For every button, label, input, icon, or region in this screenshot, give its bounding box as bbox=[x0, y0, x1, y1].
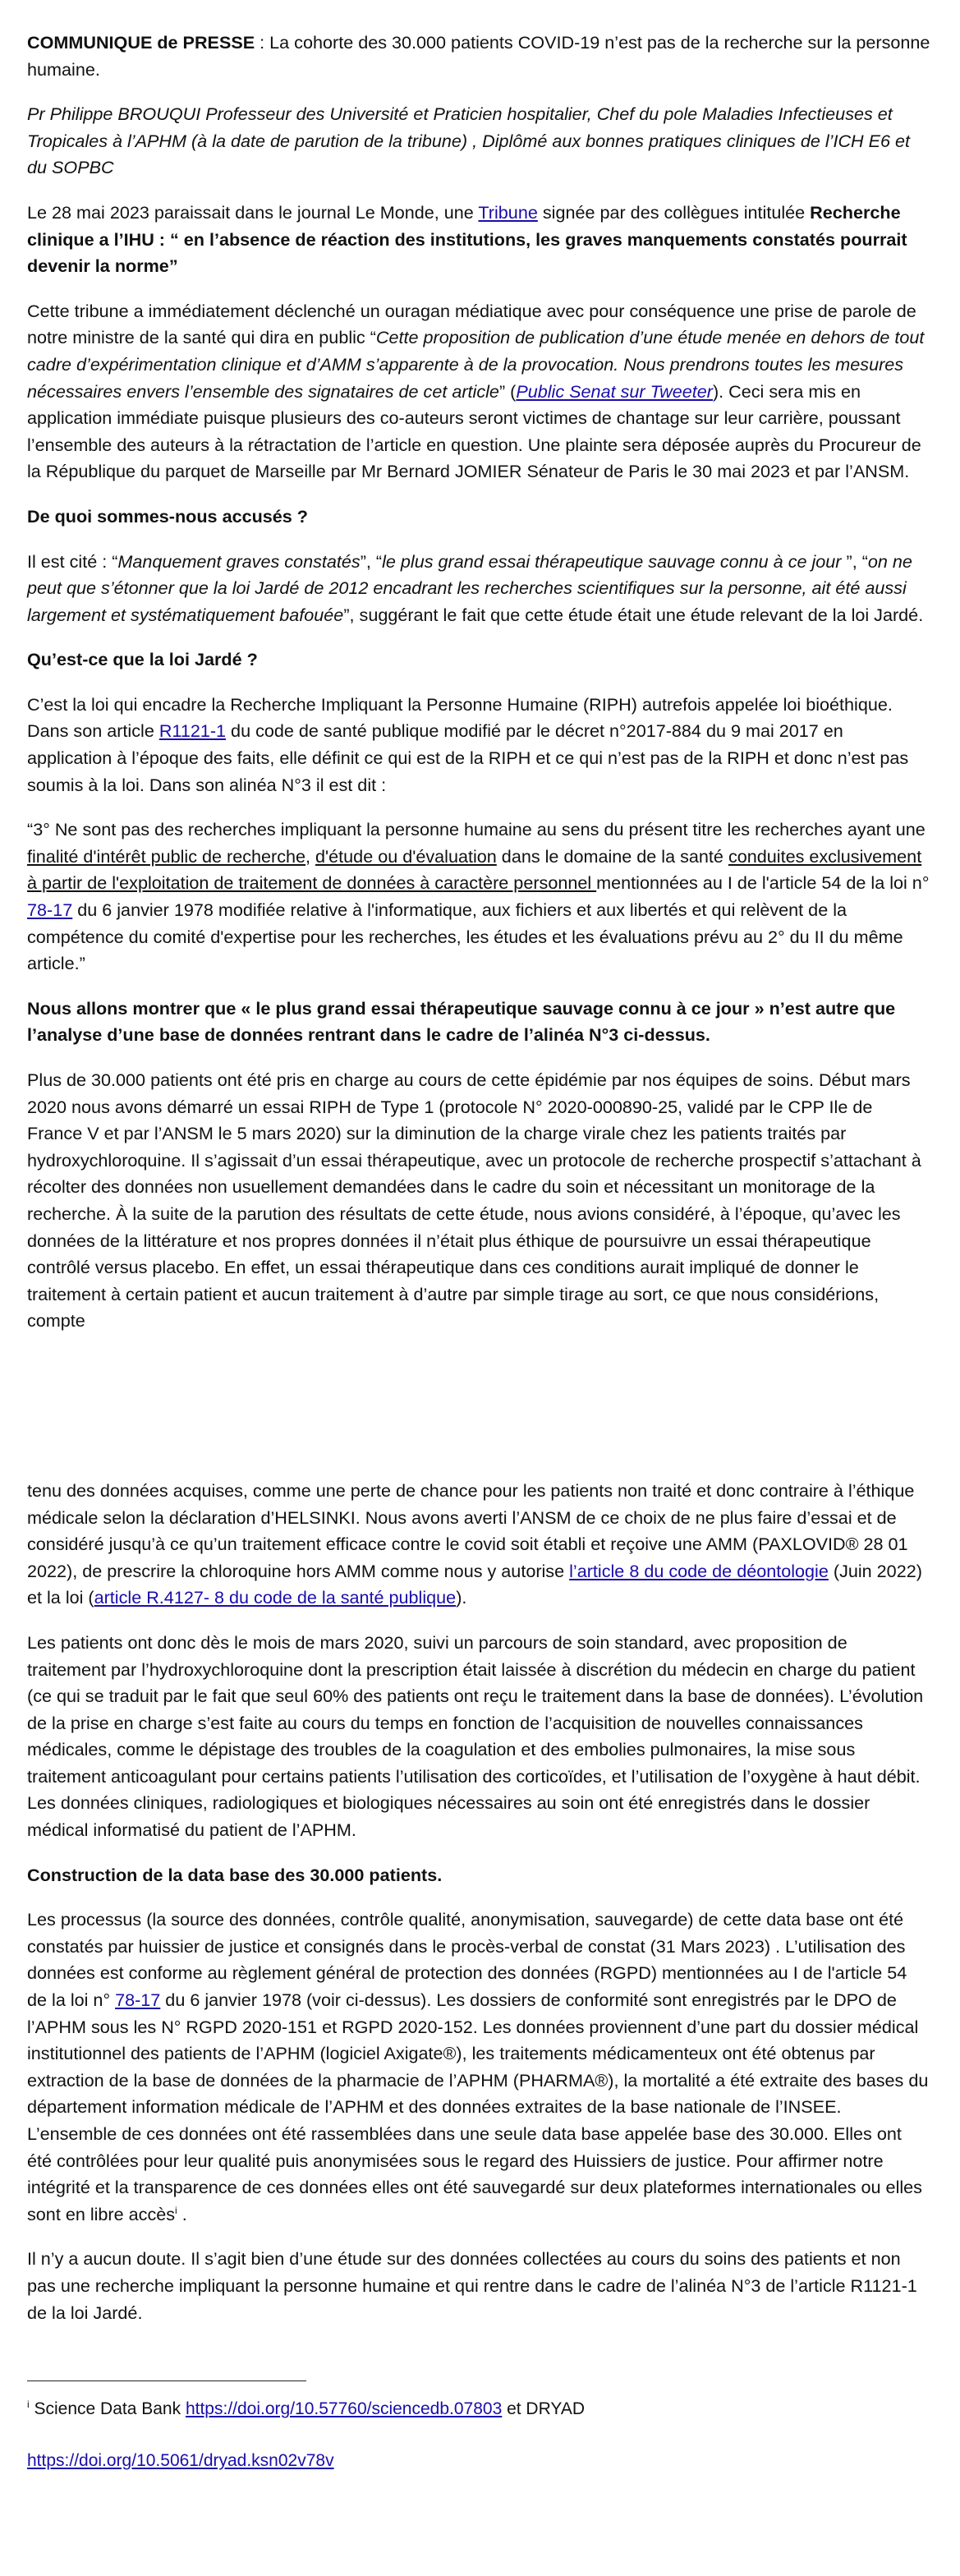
paragraph-media-storm bbox=[27, 298, 930, 485]
text: (Juin 2022) et la loi ( bbox=[27, 1560, 922, 1608]
text: C’est la loi qui encadre la Recherche Impliquant la Personne Humaine (RIPH) autrefois appelée loi bioéthique. Dans son article bbox=[27, 693, 893, 742]
paragraph-30000-patients: Plus de 30.000 patients ont été pris en charge au cours de cette épidémie par nos équipes de soins. Début mars 2020 nous avons démarré un essai RIPH de Type 1 (protocole N° 2020-000890-25, validé par le CPP Ile de France V et par l’ANSM le 5 mars 2020) sur la diminution de la charge virale chez les patients traités par hydroxychloroquine. Il s’agissait d’un essai thérapeutique, avec un protocole de recherche prospectif s’attachant à récolter des données non usuellement demandées dans le cadre du soin et nécessitant un monitorage de la recherche. À la suite de la parution des résultats de cette étude, nous avions considéré, à l’époque, qu’avec les données de la littérature et nos propres données il n’était plus éthique de poursuivre un essai thérapeutique contrôlé versus placebo. En effet, un essai thérapeutique dans ces conditions aurait impliqué de donner le traitement à certain patient et aucun traitement à d’autre par simple tirage au sort, ce que nous considérions, compte bbox=[27, 1070, 921, 1332]
quote: le plus grand essai thérapeutique sauvage connu à ce jour bbox=[382, 550, 842, 572]
footnote bbox=[27, 2396, 930, 2423]
text: “3° Ne sont pas des recherches impliquant la personne humaine au sens du présent titre les recherches ayant une bbox=[27, 819, 926, 840]
text: . bbox=[177, 2203, 187, 2224]
loi-78-17-link[interactable]: 78-17 bbox=[27, 899, 73, 921]
code-sante-publique-link[interactable]: article R.4127- 8 du code de la santé publique bbox=[94, 1587, 457, 1608]
footnote-number: i bbox=[27, 2399, 30, 2411]
heading-loi-jarde bbox=[27, 646, 930, 674]
text: ” ( bbox=[498, 380, 517, 402]
text: du code de santé publique modifié par le décret n°2017-884 du 9 mai 2017 en application à l’époque des faits, elle définit ce qui est de la RIPH et ce qui n’est pas de la RIPH et donc n’est pas soumis à la loi. Dans son alinéa N°3 il est dit : bbox=[27, 720, 909, 795]
paragraph-database bbox=[27, 1907, 930, 2228]
paragraph-accusations bbox=[27, 549, 930, 629]
text: du 6 janvier 1978 (voir ci-dessus). Les dossiers de conformité sont enregistrés par le DPO de l’APHM sous les N° RGPD 2020-151 et RGPD 2020-152. Les données proviennent d’une part du dossier médical institutionnel des patients de l’APHM (logiciel Axigate®), les traitements médicamenteux ont été obtenus par extraction de la base de données de la pharmacie de l’APHM (PHARMA®), la mortalité a été extraite des bases du département information médicale de l’APHM et des données extraites de la base nationale de l’INSEE. L’ensemble de ces données ont été rassemblées dans une seule data base appelée base des 30.000. Elles ont été contrôlées pour leur qualité puis anonymisées sous le regard des Huissiers de justice. Pour affirmer notre intégrité et la transparence de ces données elles ont été sauvegardé sur deux plateformes internationales ou elles sont en libre accès bbox=[27, 1990, 929, 2224]
text: , bbox=[305, 845, 316, 867]
text: Cette tribune a immédiatement déclenché un ouragan médiatique avec pour conséquence une prise de parole de notre ministre de la santé qui dira en public “ bbox=[27, 300, 916, 348]
quote: Manquement graves constatés bbox=[117, 550, 361, 572]
sciencedb-link[interactable]: https://doi.org/10.57760/sciencedb.07803 bbox=[185, 2399, 503, 2419]
paragraph-loi-jarde bbox=[27, 692, 930, 798]
text: tenu des données acquises, comme une perte de chance pour les patients non traité et donc contraire à l’éthique médicale selon la déclaration d’HELSINKI. Nous avons averti l’ANSM de ce choix de ne plus faire d’essai et de considéré jusqu’à ce qu’un traitement efficace contre le covid soit établi et reçoive une AMM (PAXLOVID® 28 01 2022), de prescrire la chloroquine hors AMM comme nous y autorise bbox=[27, 1479, 915, 1581]
paragraph-alinea-3 bbox=[27, 816, 930, 978]
public-senat-link[interactable] bbox=[516, 381, 713, 402]
text: Le 28 mai 2023 paraissait dans le journal Le Monde, une bbox=[27, 201, 479, 223]
text: et DRYAD bbox=[502, 2399, 586, 2419]
paragraph-standard-care: Les patients ont donc dès le mois de mars 2020, suivi un parcours de soin standard, avec proposition de traitement par l’hydroxychloroquine dont la prescription était laissée à discrétion du médecin en charge du patient (ce qui se traduit par le fait que seul 60% des patients ont reçu le traitement dans la base de données). L’évolution de la prise en charge s’est faite au cours du temps en fonction de l’acquisition de nouvelles connaissances médicales, comme le dépistage des troubles de la coagulation et des embolies pulmonaires, la mise sous traitement anticoagulant pour certains patients l’utilisation des corticoïdes, et l’utilisation de l’oxygène à haut débit. Les données cliniques, radiologiques et biologiques nécessaires au soin ont été enregistrés dans le dossier médical informatisé du patient de l’APHM. bbox=[27, 1631, 924, 1841]
text: Les processus (la source des données, contrôle qualité, anonymisation, sauvegarde) de cette data base ont été constatés par huissier de justice et consignés dans le procès-verbal de constat (31 Mars 2023) . L’utilisation des données est conforme au règlement général de protection des données (RGPD) mentionnées au I de l'article 54 de la loi n° bbox=[27, 1909, 907, 2011]
public-senat-link-text: Public Senat sur Tweeter bbox=[516, 380, 713, 402]
press-release-document bbox=[27, 30, 930, 2499]
heading-accusations bbox=[27, 504, 930, 531]
author-affiliation bbox=[27, 101, 930, 182]
deontologie-link[interactable]: l’article 8 du code de déontologie bbox=[569, 1560, 829, 1581]
loi-78-17-link[interactable]: 78-17 bbox=[115, 1990, 161, 2011]
text: mentionnées au I de l'article 54 de la loi n° bbox=[596, 872, 930, 894]
text: dans le domaine de la santé bbox=[496, 845, 728, 867]
heading-database bbox=[27, 1862, 930, 1889]
footnote-dryad bbox=[27, 2448, 930, 2475]
press-release-label: COMMUNIQUE de PRESSE bbox=[27, 32, 255, 53]
thesis-text: Nous allons montrer que « le plus grand essai thérapeutique sauvage connu à ce jour » n’est autre que l’analyse d’une base de données rentrant dans le cadre de l’alinéa N°3 ci-dessus. bbox=[27, 997, 896, 1046]
underlined-text: conduites exclusivement à partir de l'exploitation de traitement de données à caractère personnel bbox=[27, 845, 922, 894]
page-break-gap bbox=[27, 1353, 930, 1478]
paragraph-tribune bbox=[27, 200, 930, 280]
tribune-link[interactable]: Tribune bbox=[478, 201, 538, 223]
underlined-text: finalité d'intérêt public de recherche bbox=[27, 845, 306, 867]
paragraph-thesis bbox=[27, 996, 930, 1049]
paragraph-conclusion: Il n’y a aucun doute. Il s’agit bien d’une étude sur des données collectées au cours du soins des patients et non pas une recherche impliquant la personne humaine et qui rentre dans le cadre de l’alinéa N°3 de l’article R1121-1 de la loi Jardé. bbox=[27, 2248, 917, 2323]
text: ). bbox=[456, 1587, 467, 1608]
underlined-text: d'étude ou d'évaluation bbox=[315, 845, 497, 867]
quote: on ne peut que s’étonner que la loi Jardé de 2012 encadrant les recherches scientifiques sur la personne, ait été aussi largement et systématiquement bafouée bbox=[27, 550, 912, 625]
heading-text: Construction de la data base des 30.000 patients. bbox=[27, 1864, 443, 1885]
paragraph-helsinki bbox=[27, 1478, 930, 1612]
author-text: Pr Philippe BROUQUI Professeur des Université et Praticien hospitalier, Chef du pole Maladies Infectieuses et Tropicales à l’APHM (à la date de parution de la tribune) , Diplômé aux bonnes pratiques cliniques de l’ICH E6 et du SOPBC bbox=[27, 104, 911, 178]
footnote-separator bbox=[27, 2380, 306, 2381]
tribune-title: Recherche clinique a l’IHU : “ en l’absence de réaction des institutions, les graves manquements constatés pourrait devenir la norme” bbox=[27, 201, 907, 277]
minister-quote: Cette proposition de publication d’une étude menée en dehors de tout cadre d’expérimentation clinique et d’AMM s’apparente à de la provocation. Nous prendrons toutes les mesures nécessaires envers l’ensemble des signataires de cet article bbox=[27, 327, 925, 402]
text: ”, suggérant le fait que cette étude était une étude relevant de la loi Jardé. bbox=[343, 604, 924, 625]
text: ”, “ bbox=[841, 550, 868, 572]
text: Il est cité : “ bbox=[27, 550, 118, 572]
heading-text: De quoi sommes-nous accusés ? bbox=[27, 505, 308, 527]
r1121-1-link[interactable]: R1121-1 bbox=[158, 720, 227, 742]
text: ). Ceci sera mis en application immédiate puisque plusieurs des co-auteurs seront victimes de chantage sur leur carrière, poussant l’ensemble des auteurs à la rétractation de l’article en question. Une plainte sera déposée auprès du Procureur de la République du parquet de Marseille par Mr Bernard JOMIER Sénateur de Paris le 30 mai 2023 et par l’ANSM. bbox=[27, 380, 921, 482]
footnote-marker: i bbox=[175, 2204, 177, 2216]
dryad-link[interactable]: https://doi.org/10.5061/dryad.ksn02v78v bbox=[27, 2450, 334, 2470]
text: signée par des collègues intitulée bbox=[537, 201, 811, 223]
headline-text: : La cohorte des 30.000 patients COVID-19 n’est pas de la recherche sur la personne humaine. bbox=[27, 32, 930, 80]
text: du 6 janvier 1978 modifiée relative à l'informatique, aux fichiers et aux libertés et qui relèvent de la compétence du comité d'expertise pour les recherches, les études et les évaluations prévu au 2° du II du même article.” bbox=[27, 899, 903, 974]
heading-text: Qu’est-ce que la loi Jardé ? bbox=[27, 649, 258, 670]
text: Science Data Bank bbox=[29, 2399, 186, 2419]
text: ”, “ bbox=[360, 550, 383, 572]
paragraph-title bbox=[27, 30, 930, 83]
